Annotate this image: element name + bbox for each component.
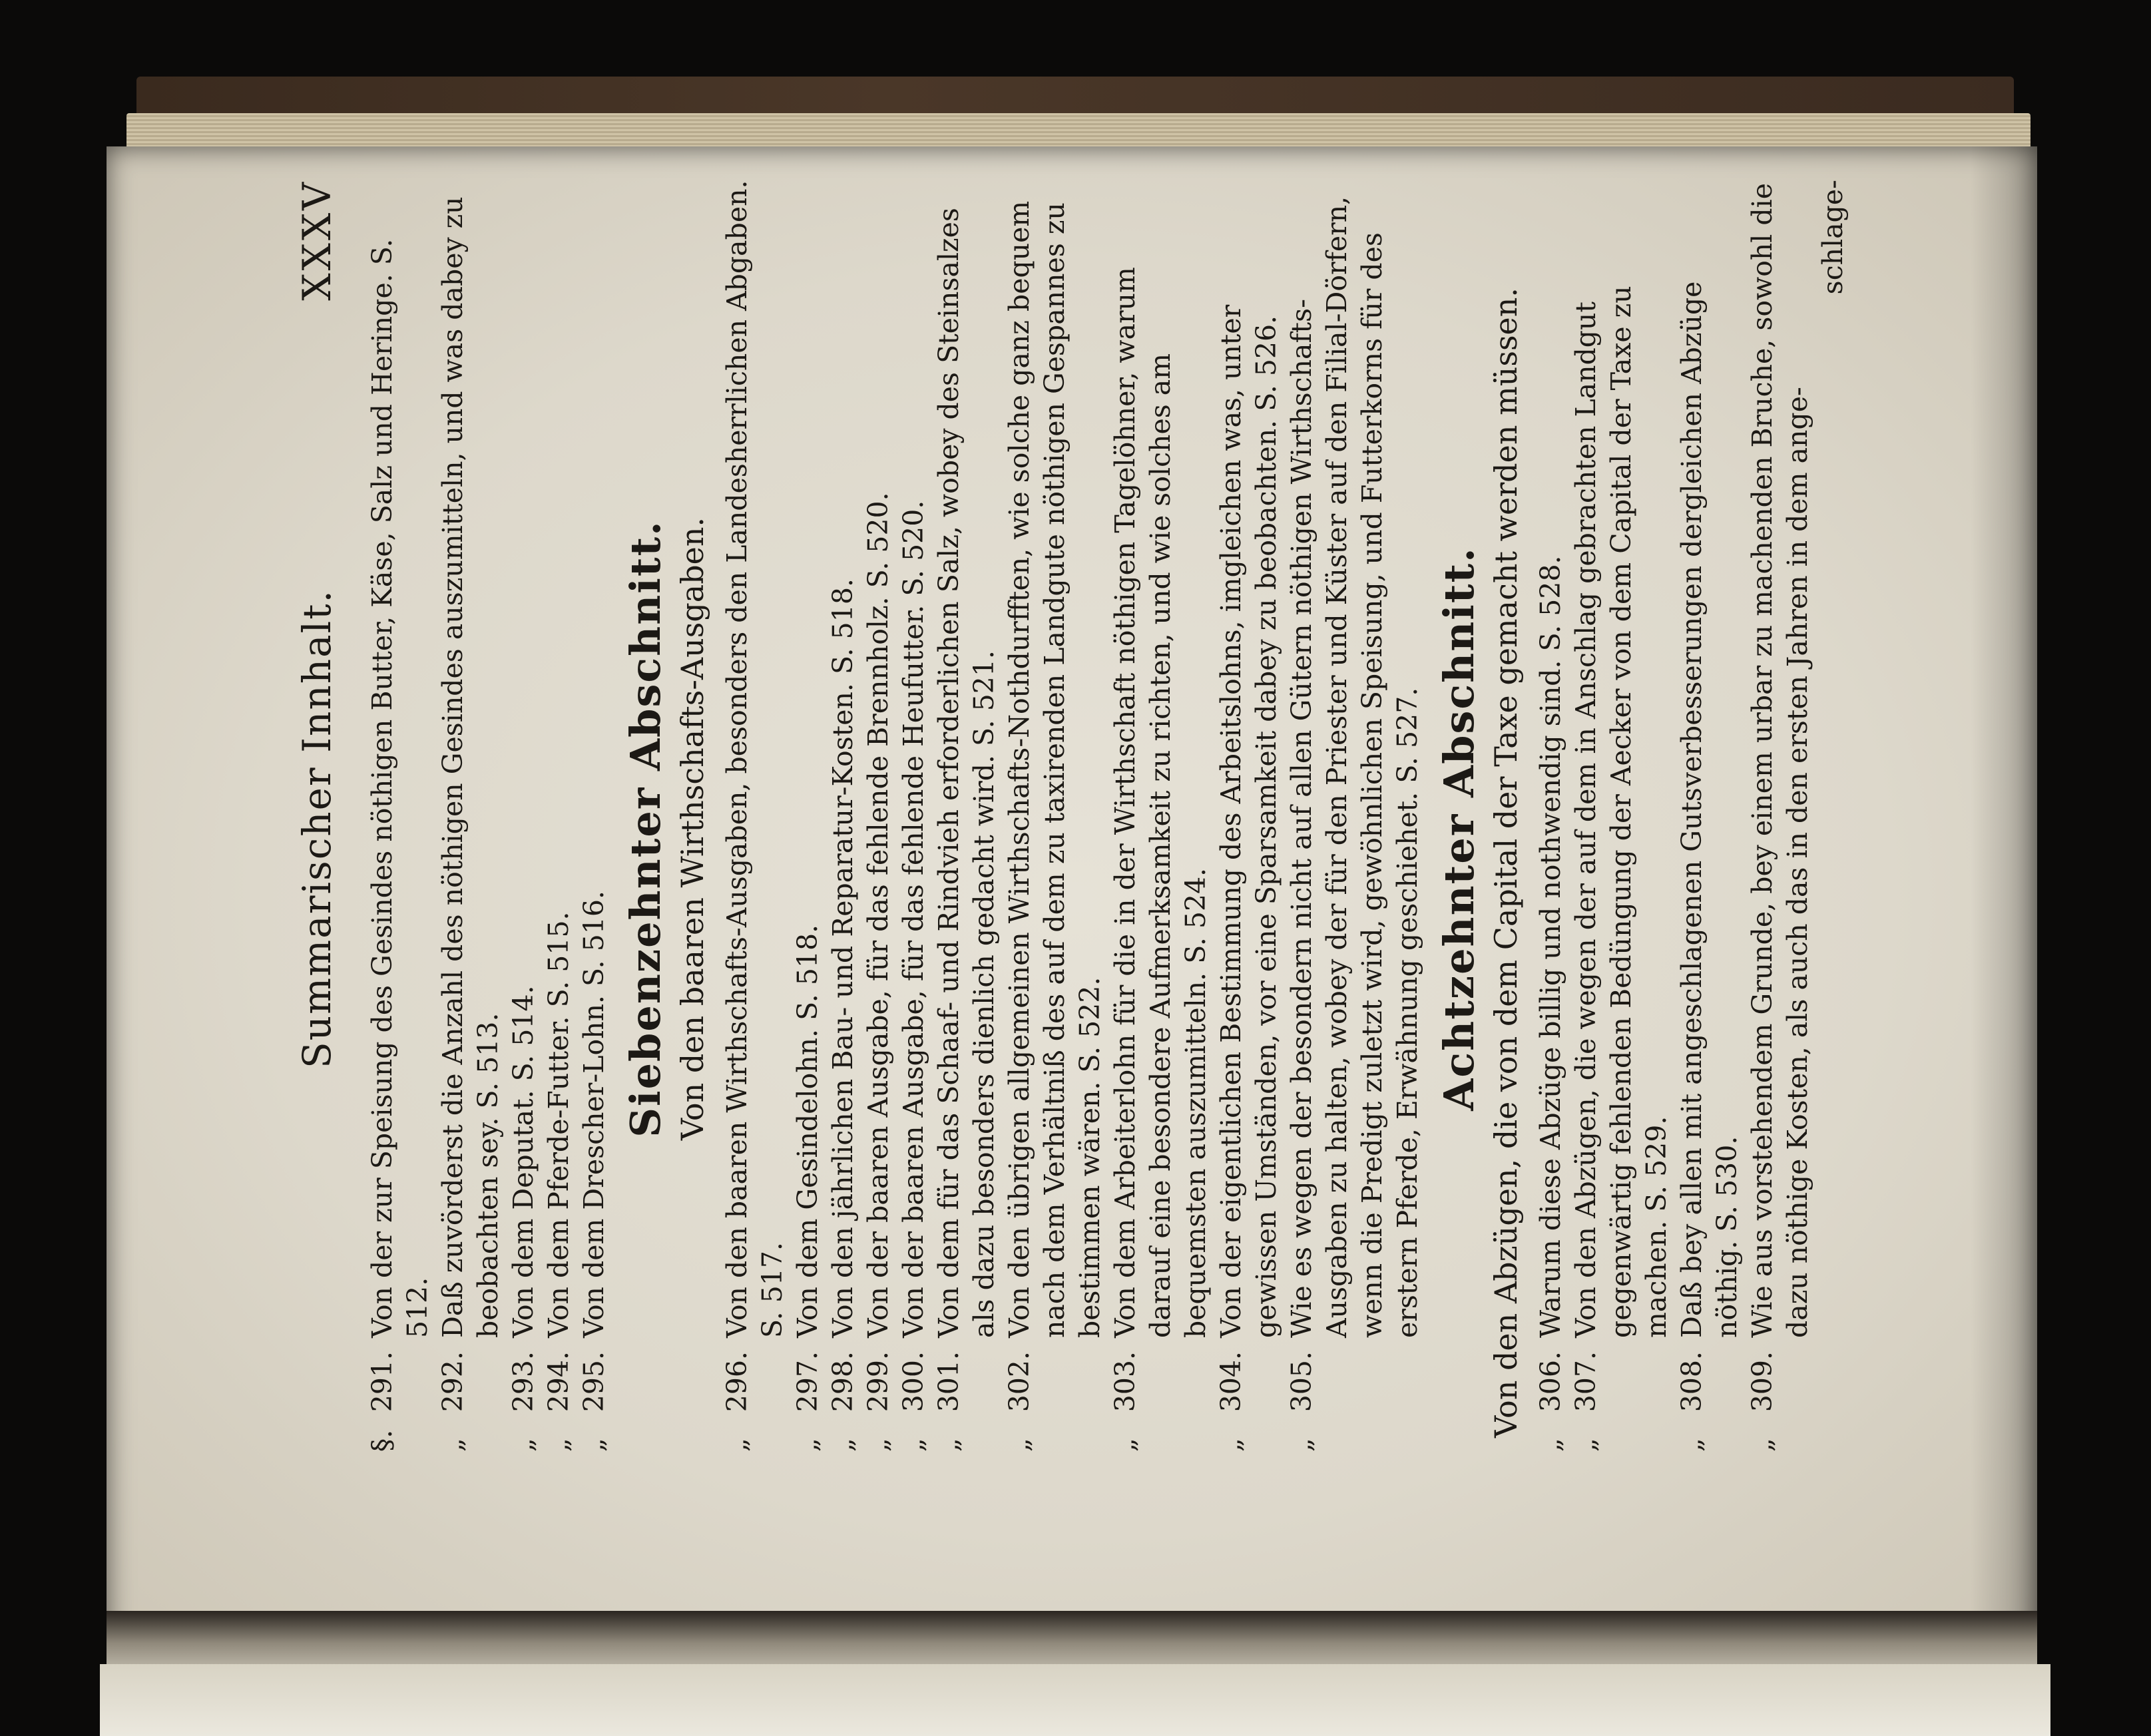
entry-number [1214,1351,1249,1478]
toc-entry [1214,180,1284,1478]
entry-mark: „ [1676,1438,1708,1452]
entry-number-value: 307. [1570,1351,1602,1412]
entry-text: Von der baaren Ausgabe, für das fehlende Heufutter. S. 520. [897,500,929,1338]
page-shadow [1971,146,2037,1651]
entry-number [1002,1351,1037,1478]
toc-entry [826,180,861,1478]
entry-text: Wie aus vorstehendem Grunde, bey einem urbar zu machenden Bruche, sowohl die dazu nöthige Kosten, als auch das in den ersten Jahren in dem ange- [1746,182,1813,1338]
entry-list-a [365,180,612,1478]
entry-number [790,1351,826,1478]
entry-number-value: 306. [1535,1351,1566,1412]
toc-entry [931,180,1002,1478]
toc-entry [1533,180,1568,1478]
running-title: Summarischer Innhalt. [294,589,340,1068]
entry-text: Von dem Gesindelohn. S. 518. [792,924,824,1338]
toc-entry [1568,180,1674,1478]
entry-mark: „ [933,1438,965,1452]
entry-number [1108,1351,1143,1478]
entry-number-value: 298. [827,1351,859,1412]
entry-text: Von der zur Speisung des Gesindes nöthigen Butter, Käse, Salz und Heringe. S. 512. [366,238,433,1338]
entry-mark: „ [1746,1438,1778,1452]
entry-number-value: 291. [366,1351,398,1412]
entry-mark: „ [1286,1438,1317,1452]
toc-entry [861,180,896,1478]
toc-entry [1745,180,1815,1478]
entry-mark: „ [1535,1438,1566,1452]
entry-list-b [720,180,1425,1478]
entry-number-value: 296. [721,1351,753,1412]
entry-number [1568,1351,1604,1478]
entry-number [577,1351,612,1478]
entry-number [435,1351,471,1478]
entry-number-value: 292. [437,1351,469,1412]
entry-text: Daß bey allen mit angeschlagenen Gutsverbesserungen dergleichen Abzüge nöthig. S. 530. [1676,281,1743,1338]
entry-text: Warum diese Abzüge billig und nothwendig sind. S. 528. [1535,555,1566,1338]
entry-mark: „ [721,1438,753,1452]
entry-number [506,1351,541,1478]
entry-mark: „ [1215,1438,1247,1452]
entry-number [541,1351,577,1478]
toc-entry [577,180,612,1478]
entry-text: Von den baaren Wirthschafts-Ausgaben, besonders den Landesherrlichen Abgaben. S. 517. [721,180,788,1338]
entry-mark: „ [862,1438,894,1452]
page-text-block [294,180,1849,1478]
toc-entry [435,180,506,1478]
entry-mark: „ [1570,1438,1602,1452]
entry-number [931,1351,967,1478]
toc-entry [1108,180,1214,1478]
entry-number-value: 297. [792,1351,824,1412]
entry-number [861,1351,896,1478]
toc-entry [365,180,435,1478]
entry-number-value: 293. [507,1351,539,1412]
entry-mark: §. [366,1429,398,1452]
entry-number [896,1351,931,1478]
entry-mark: „ [578,1438,610,1452]
entry-mark: „ [507,1438,539,1452]
entry-mark: „ [1003,1438,1035,1452]
entry-number-value: 295. [578,1351,610,1412]
entry-text: Von den jährlichen Bau- und Reparatur-Kosten. S. 518. [827,578,859,1338]
entry-mark: „ [827,1438,859,1452]
toc-entry [720,180,790,1478]
entry-mark: „ [792,1438,824,1452]
entry-number [365,1351,400,1478]
section-18-title: Achtzehnter Abschnitt. [1435,546,1483,1111]
entry-text: Von dem Arbeiterlohn für die in der Wirthschaft nöthigen Tagelöhner, warum darauf eine besondere Aufmerksamkeit zu richten, und wie solches am bequemsten auszumitteln. S. 524. [1109,267,1212,1338]
entry-number-value: 299. [862,1351,894,1412]
entry-number [1745,1351,1780,1478]
entry-number [1533,1351,1568,1478]
toc-entry [1284,180,1425,1478]
entry-text: Von der eigentlichen Bestimmung des Arbeitslohns, imgleichen was, unter gewissen Umständen, vor eine Sparsamkeit dabey zu beobachten. S. 526. [1215,304,1282,1338]
running-head [294,180,353,1478]
entry-text: Von dem Pferde-Futter. S. 515. [543,911,575,1338]
toc-entry [541,180,577,1478]
entry-mark: „ [1109,1438,1141,1452]
catchword: schlage- [1817,180,1849,295]
entry-number-value: 304. [1215,1351,1247,1412]
entry-number [1674,1351,1710,1478]
entry-text: Von dem Deputat. S. 514. [507,985,539,1338]
facing-page [100,1664,2050,1736]
entry-number [1284,1351,1319,1478]
entry-mark: „ [437,1438,469,1452]
entry-number-value: 305. [1286,1351,1317,1412]
entry-number-value: 300. [897,1351,929,1412]
entry-list-c [1533,180,1815,1478]
entry-number [826,1351,861,1478]
toc-entry [896,180,931,1478]
entry-mark: „ [543,1438,575,1452]
entry-mark: „ [897,1438,929,1452]
toc-entry [1002,180,1108,1478]
entry-number-value: 308. [1676,1351,1708,1412]
entry-text: Von dem Drescher-Lohn. S. 516. [578,890,610,1338]
entry-number-value: 309. [1746,1351,1778,1412]
entry-number-value: 302. [1003,1351,1035,1412]
entry-text: Von den Abzügen, die wegen der auf dem in Anschlag gebrachten Landgut gegenwärtig fehlenden Bedüngung der Aecker von dem Capital der Taxe zu machen. S. 529. [1570,286,1672,1338]
entry-number-value: 303. [1109,1351,1141,1412]
entry-number [720,1351,755,1478]
entry-text: Wie es wegen der besondern nicht auf allen Gütern nöthigen Wirthschafts-Ausgaben zu halten, wobey der für den Priester und Küster auf den Filial-Dörfern, wenn die Predigt zuletzt wird, gewöhnlichen Speisung, und Futterkorns für des erstern Pferde, Erwähnung geschiehet. S. 527. [1286,196,1423,1338]
entry-text: Von dem für das Schaaf- und Rindvieh erforderlichen Salz, wobey des Steinsalzes als dazu besonders dienlich gedacht wird. S. 521. [933,208,1000,1338]
entry-number-value: 294. [543,1351,575,1412]
section-17-title: Siebenzehnter Abschnitt. [621,520,670,1138]
entry-number-value: 301. [933,1351,965,1412]
toc-entry [1674,180,1745,1478]
toc-entry [790,180,826,1478]
section-17-subtitle: Von den baaren Wirthschafts-Ausgaben. [674,517,710,1141]
entry-text: Daß zuvörderst die Anzahl des nöthigen Gesindes auszumitteln, und was dabey zu beobachten sey. S. 513. [437,196,504,1338]
entry-text: Von der baaren Ausgabe, für das fehlende Brennholz. S. 520. [862,492,894,1338]
section-18-subtitle: Von den Abzügen, die von dem Capital der Taxe gemacht werden müssen. [1488,287,1524,1438]
page-number: XXXV [294,180,340,301]
entry-text: Von den übrigen allgemeinen Wirthschafts-Nothdurfften, wie solche ganz bequem nach dem Verhältniß des auf dem zu taxirenden Landgute nöthigen Gespannes zu bestimmen wären. S. 522. [1003,200,1106,1338]
toc-entry [506,180,541,1478]
